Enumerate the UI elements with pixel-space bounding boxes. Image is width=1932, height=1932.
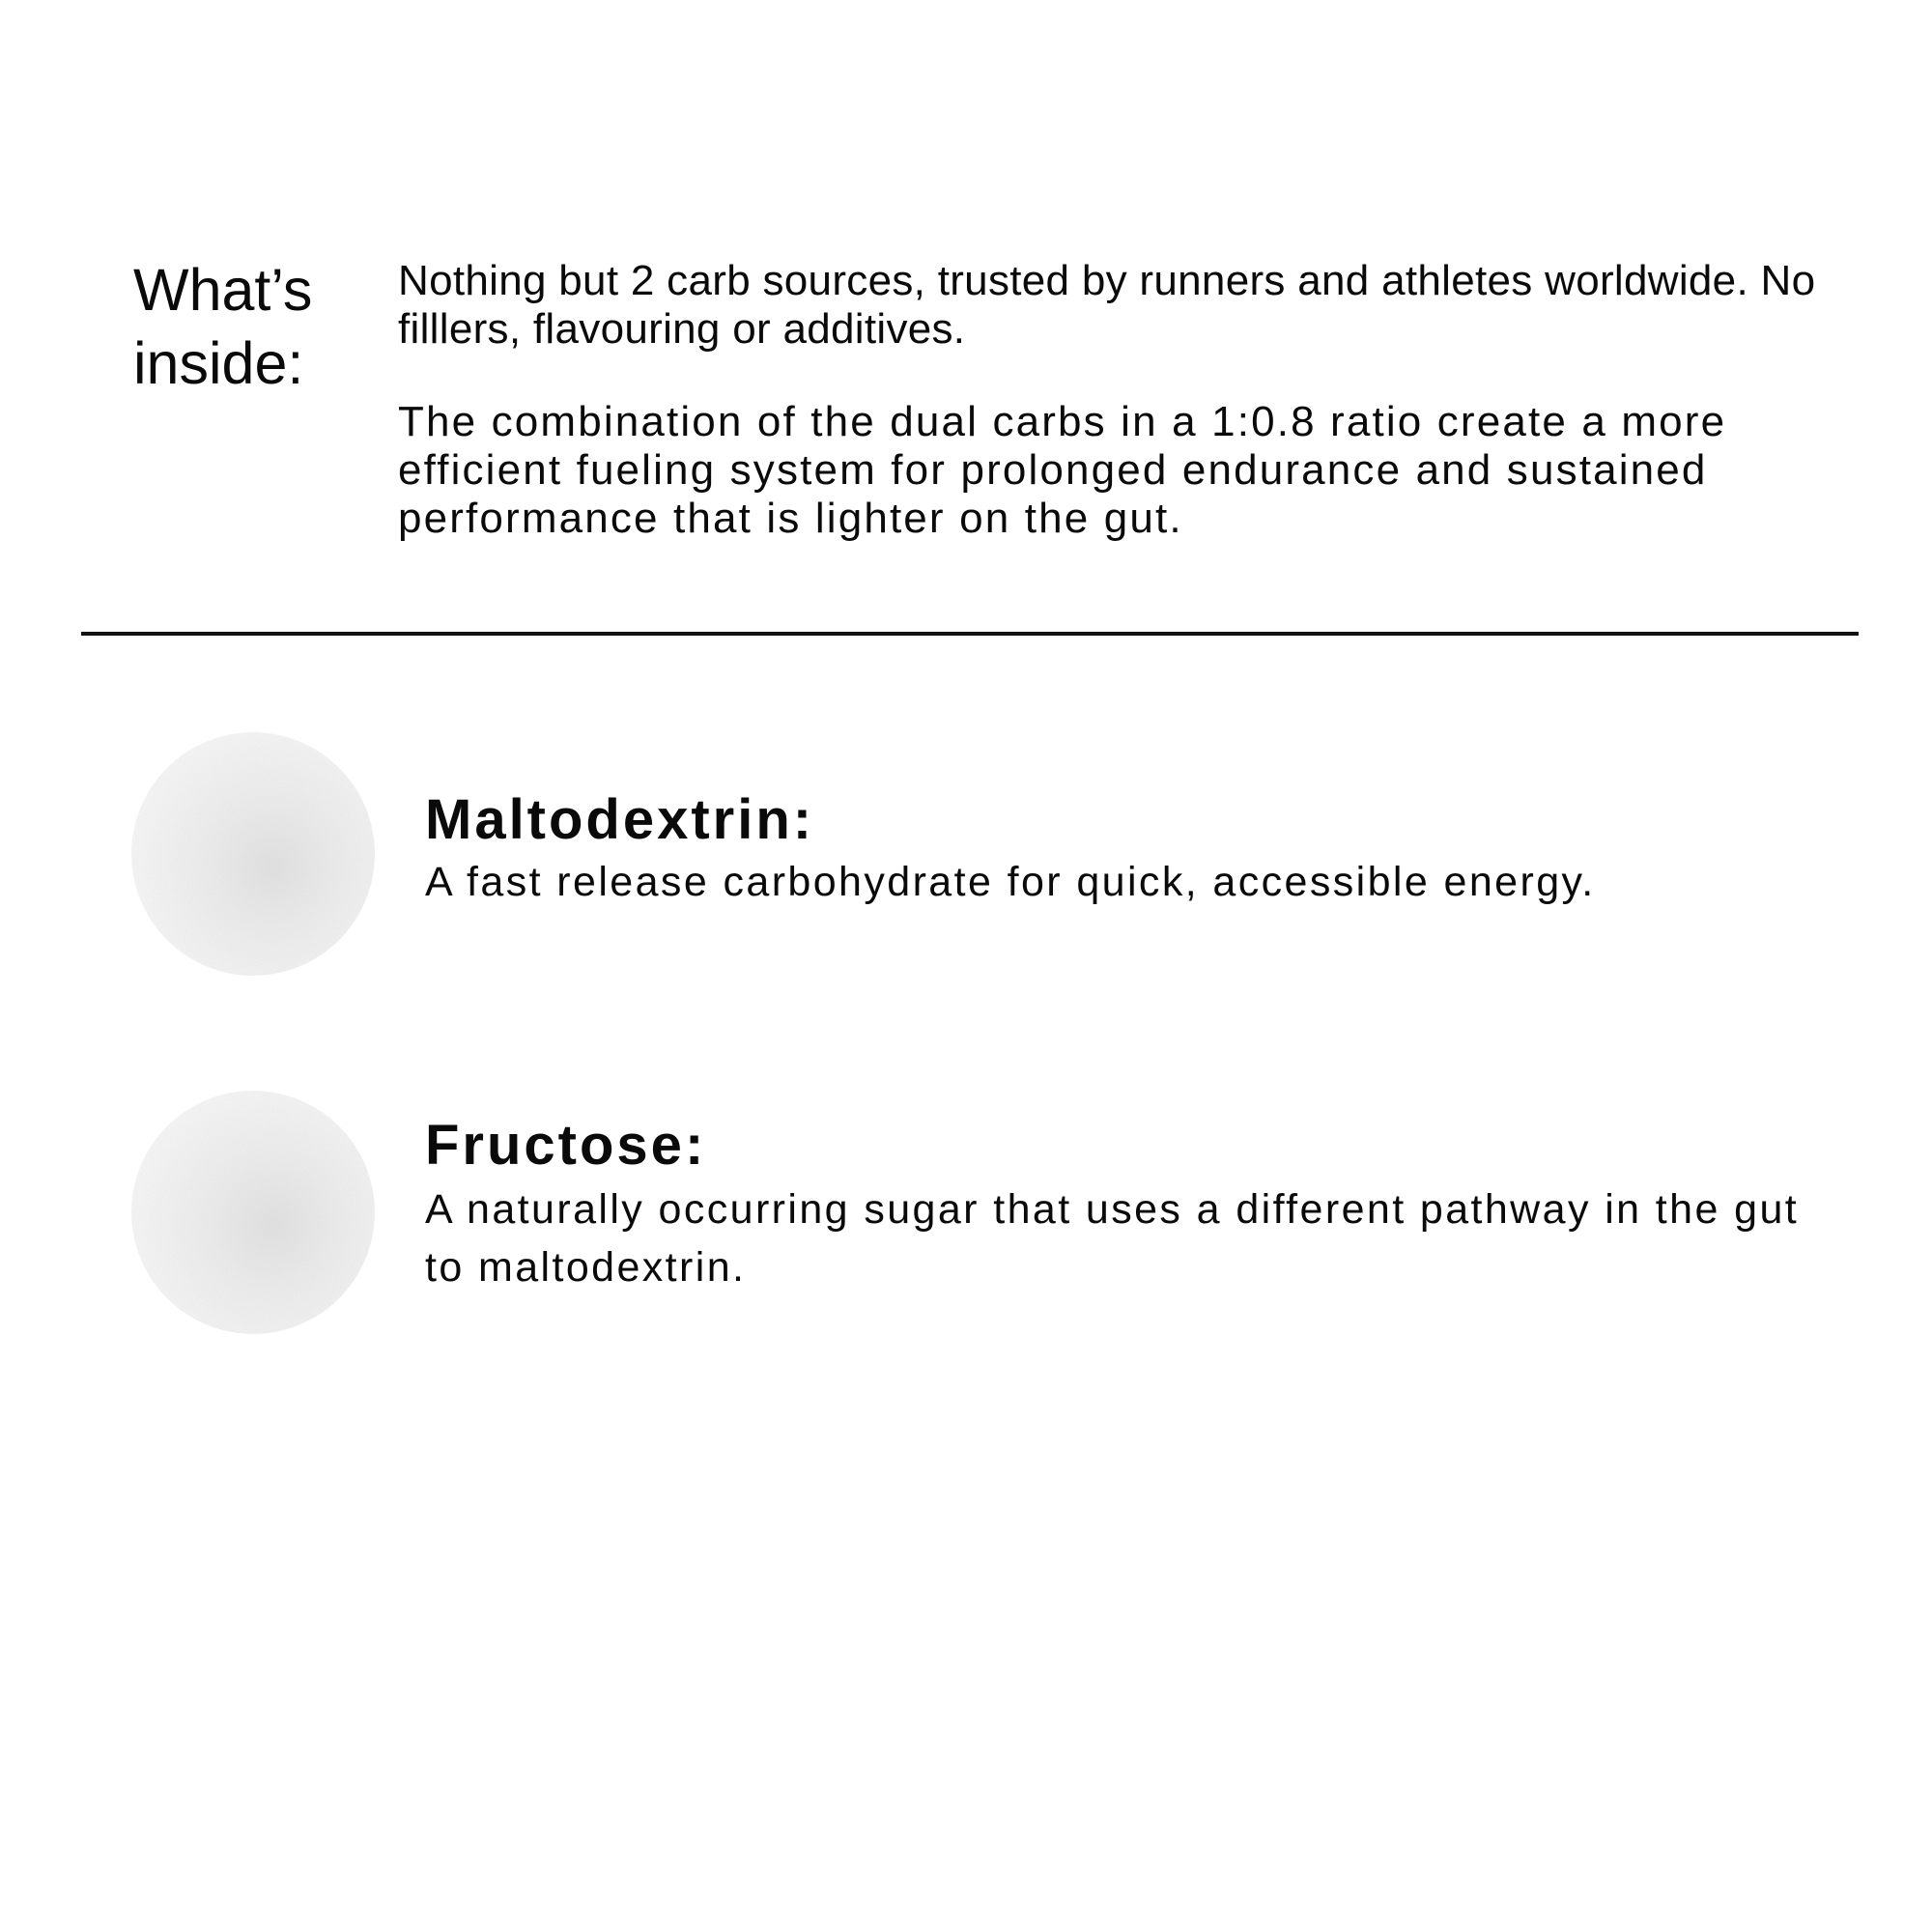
maltodextrin-powder-image <box>131 732 375 976</box>
ingredient-description: A fast release carbohydrate for quick, accessible energy. <box>425 859 1596 905</box>
ingredient-fructose <box>425 1113 1835 1296</box>
heading-line-2: inside: <box>133 330 304 396</box>
ingredient-name: Maltodextrin: <box>425 788 815 851</box>
ingredient-name: Fructose: <box>425 1114 707 1177</box>
intro-paragraph-1: Nothing but 2 carb sources, trusted by runners and athletes worldwide. No filllers, flavouring or additives. <box>398 257 1816 353</box>
ingredient-maltodextrin <box>425 787 1835 909</box>
section-divider <box>81 632 1859 636</box>
heading-line-1: What’s <box>133 257 313 323</box>
intro-text <box>398 257 1828 543</box>
ingredient-description: A naturally occurring sugar that uses a different pathway in the gut to maltodextrin. <box>425 1186 1800 1291</box>
section-heading <box>133 253 355 400</box>
intro-paragraph-2: The combination of the dual carbs in a 1:0.8 ratio create a more efficient fueling system for prolonged endurance and sustained performance that is lighter on the gut. <box>398 398 1727 542</box>
fructose-powder-image <box>131 1091 375 1334</box>
